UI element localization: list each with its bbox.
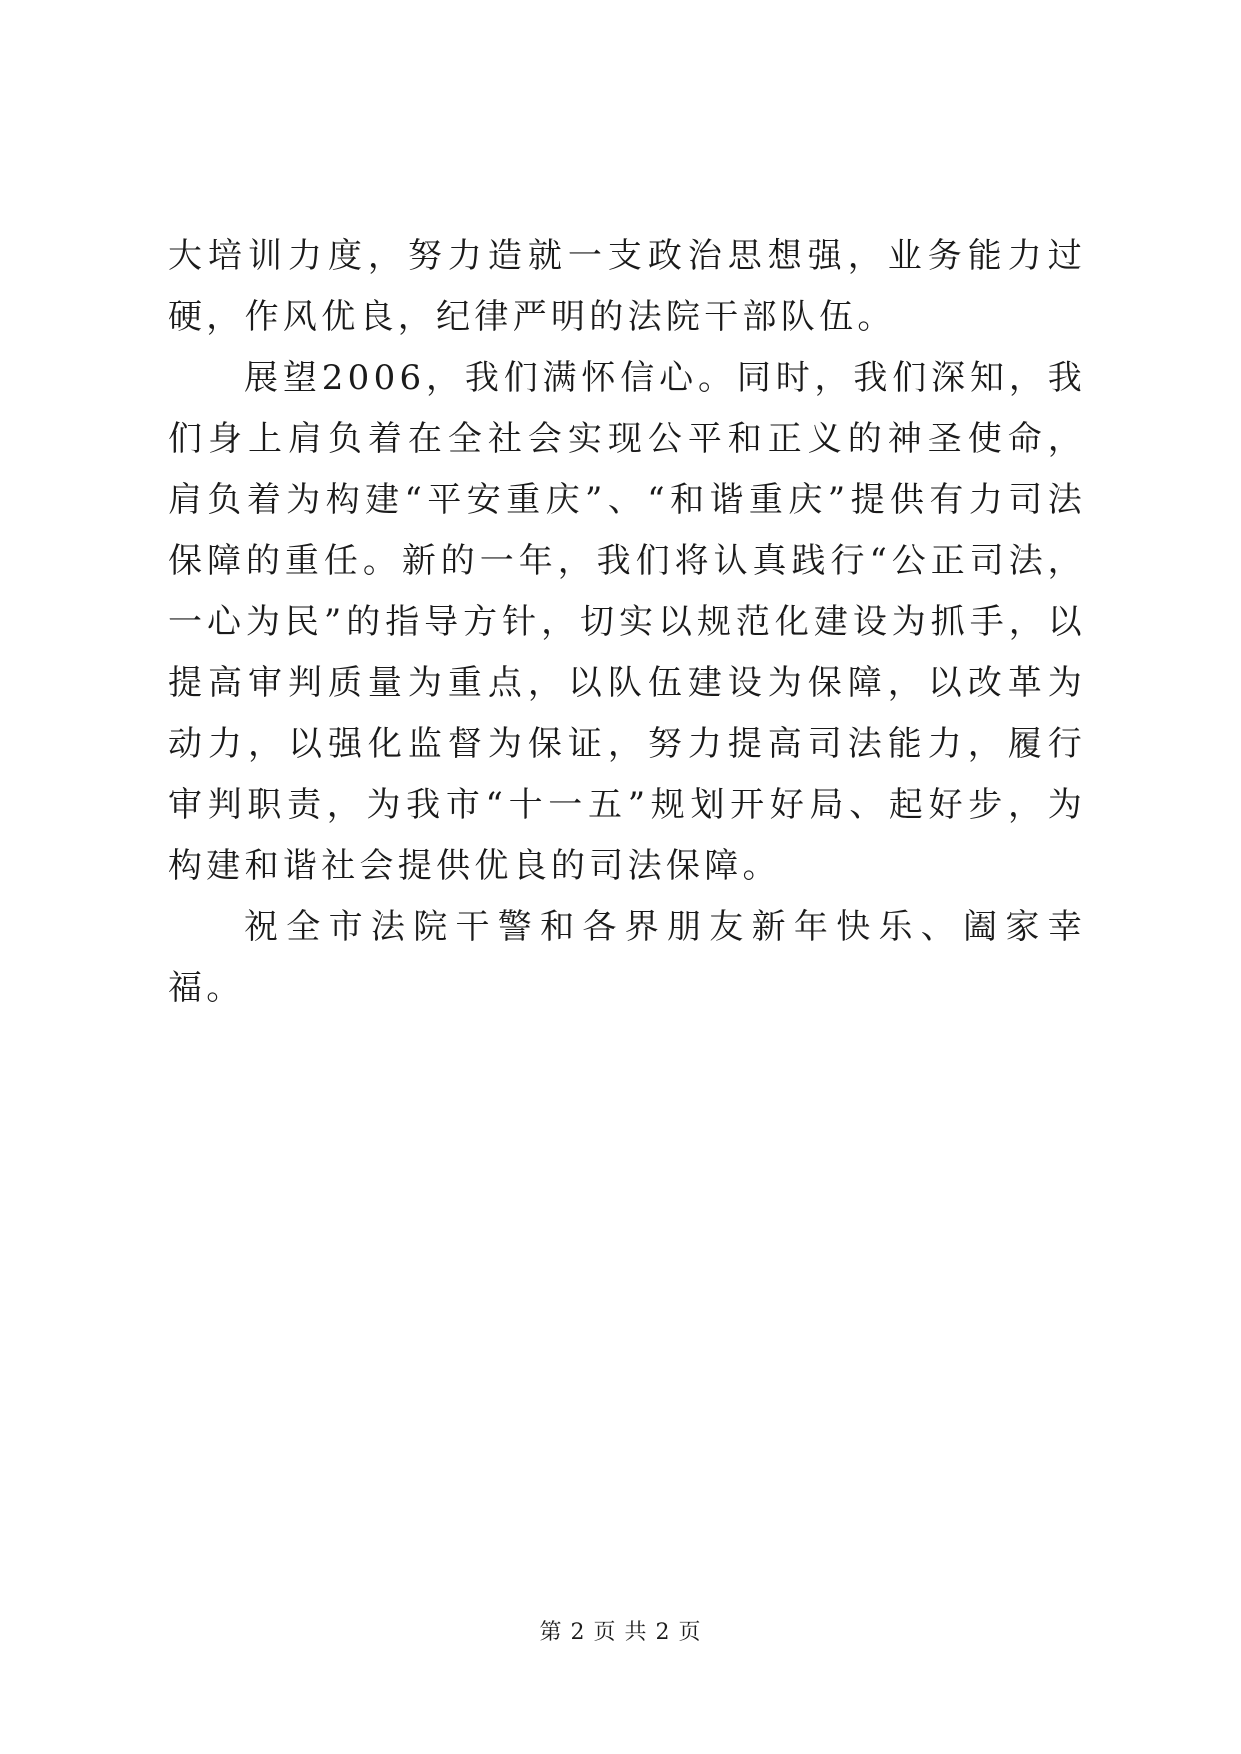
page-number-label: 第 2 页 共 2 页 <box>539 1620 702 1645</box>
document-body <box>168 226 1086 1019</box>
paragraph-continuation: 大培训力度，努力造就一支政治思想强，业务能力过硬，作风优良，纪律严明的法院干部队伍。 <box>168 236 1086 337</box>
page-footer <box>0 1615 1241 1646</box>
paragraph-greeting: 祝全市法院干警和各界朋友新年快乐、阖家幸福。 <box>168 907 1086 1008</box>
paragraph-outlook: 展望2006，我们满怀信心。同时，我们深知，我们身上肩负着在全社会实现公平和正义的神圣使命，肩负着为构建“平安重庆”、“和谐重庆”提供有力司法保障的重任。新的一年，我们将认真践行“公正司法，一心为民”的指导方针，切实以规范化建设为抓手，以提高审判质量为重点，以队伍建设为保障，以改革为动力，以强化监督为保证，努力提高司法能力，履行审判职责，为我市“十一五”规划开好局、起好步，为构建和谐社会提供优良的司法保障。 <box>168 358 1086 886</box>
